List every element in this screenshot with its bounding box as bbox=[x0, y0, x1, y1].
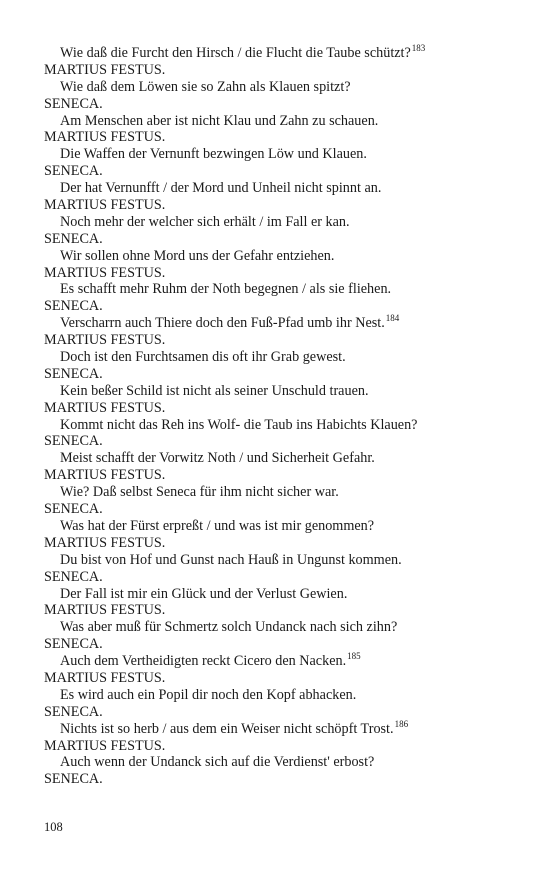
verse-text: Auch wenn der Undanck sich auf die Verdienst' erbost? bbox=[60, 754, 375, 771]
verse-text: Es wird auch ein Popil dir noch den Kopf abhacken. bbox=[60, 686, 357, 703]
speaker-label: SENECA. bbox=[44, 568, 103, 585]
speaker-label: SENECA. bbox=[44, 95, 103, 112]
speaker-name bbox=[44, 231, 514, 248]
speaker-name bbox=[44, 467, 514, 484]
verse-line bbox=[44, 586, 514, 603]
verse-text: Was hat der Fürst erpreßt / und was ist mir genommen? bbox=[60, 517, 375, 534]
verse-line bbox=[44, 79, 514, 96]
footnote-marker[interactable]: 186 bbox=[394, 718, 409, 729]
verse-line bbox=[44, 718, 514, 738]
verse-text: Die Waffen der Vernunft bezwingen Löw und Klauen. bbox=[60, 146, 367, 163]
speaker-label: SENECA. bbox=[44, 636, 103, 653]
verse-text: Wir sollen ohne Mord uns der Gefahr entziehen. bbox=[60, 247, 335, 264]
speaker-label: SENECA. bbox=[44, 433, 103, 450]
verse-line bbox=[44, 45, 514, 62]
verse-text: Kommt nicht das Reh ins Wolf- die Taub ins Habichts Klauen? bbox=[60, 416, 418, 433]
verse-text: Auch dem Vertheidigten reckt Cicero den Nacken. bbox=[60, 653, 347, 670]
dialogue-text bbox=[44, 45, 514, 788]
speaker-name bbox=[44, 602, 514, 619]
speaker-name bbox=[44, 129, 514, 146]
speaker-name bbox=[44, 298, 514, 315]
speaker-label: MARTIUS FESTUS. bbox=[44, 669, 166, 686]
verse-line bbox=[44, 113, 514, 130]
verse-text: Noch mehr der welcher sich erhält / im Fall er kan. bbox=[60, 213, 350, 230]
verse-line bbox=[44, 214, 514, 231]
verse-text: Wie daß die Furcht den Hirsch / die Flucht die Taube schützt? bbox=[60, 45, 411, 61]
speaker-label: MARTIUS FESTUS. bbox=[44, 197, 166, 214]
speaker-label: MARTIUS FESTUS. bbox=[44, 534, 166, 551]
verse-line bbox=[44, 653, 514, 670]
verse-text: Der Fall ist mir ein Glück und der Verlust Gewien. bbox=[60, 585, 348, 602]
speaker-label: SENECA. bbox=[44, 163, 103, 180]
speaker-label: MARTIUS FESTUS. bbox=[44, 602, 166, 619]
verse-line bbox=[44, 417, 514, 434]
verse-text: Wie daß dem Löwen sie so Zahn als Klauen spitzt? bbox=[60, 78, 351, 95]
speaker-name bbox=[44, 636, 514, 653]
verse-text: Nichts ist so herb / aus dem ein Weiser nicht schöpft Trost. bbox=[60, 720, 394, 737]
speaker-name bbox=[44, 62, 514, 79]
speaker-name bbox=[44, 197, 514, 214]
verse-text: Du bist von Hof und Gunst nach Hauß in Ungunst kommen. bbox=[60, 551, 402, 568]
speaker-name bbox=[44, 265, 514, 282]
verse-line bbox=[44, 281, 514, 298]
verse-line bbox=[44, 484, 514, 501]
verse-text: Meist schafft der Vorwitz Noth / und Sicherheit Gefahr. bbox=[60, 450, 375, 467]
speaker-name bbox=[44, 332, 514, 349]
footnote-marker[interactable]: 184 bbox=[385, 313, 400, 324]
verse-text: Wie? Daß selbst Seneca für ihm nicht sicher war. bbox=[60, 484, 339, 501]
speaker-label: MARTIUS FESTUS. bbox=[44, 129, 166, 146]
verse-text: Am Menschen aber ist nicht Klau und Zahn zu schauen. bbox=[60, 112, 379, 129]
speaker-name bbox=[44, 96, 514, 113]
speaker-label: MARTIUS FESTUS. bbox=[44, 467, 166, 484]
speaker-label: SENECA. bbox=[44, 501, 103, 518]
footnote-marker[interactable]: 185 bbox=[347, 651, 361, 662]
speaker-name bbox=[44, 704, 514, 721]
speaker-label: MARTIUS FESTUS. bbox=[44, 264, 166, 281]
verse-text: Verscharrn auch Thiere doch den Fuß-Pfad umb ihr Nest. bbox=[60, 315, 385, 332]
verse-line bbox=[44, 315, 514, 332]
verse-line bbox=[44, 450, 514, 467]
verse-line bbox=[44, 754, 514, 771]
footnote-marker[interactable]: 183 bbox=[411, 43, 426, 53]
verse-line bbox=[44, 687, 514, 704]
verse-line bbox=[44, 146, 514, 163]
speaker-label: MARTIUS FESTUS. bbox=[44, 332, 166, 349]
verse-line bbox=[44, 619, 514, 636]
speaker-name bbox=[44, 366, 514, 383]
page-number: 108 bbox=[44, 820, 63, 834]
speaker-label: MARTIUS FESTUS. bbox=[44, 61, 166, 78]
speaker-name bbox=[44, 433, 514, 450]
speaker-label: SENECA. bbox=[44, 365, 103, 382]
verse-line bbox=[44, 248, 514, 265]
speaker-label: SENECA. bbox=[44, 771, 103, 788]
verse-line bbox=[44, 349, 514, 366]
speaker-label: SENECA. bbox=[44, 703, 103, 720]
verse-text: Der hat Vernunfft / der Mord und Unheil nicht spinnt an. bbox=[60, 180, 382, 197]
verse-line bbox=[44, 180, 514, 197]
verse-text: Was aber muß für Schmertz solch Undanck nach sich zihn? bbox=[60, 619, 398, 636]
speaker-label: SENECA. bbox=[44, 298, 103, 315]
speaker-name bbox=[44, 670, 514, 687]
verse-text: Kein beßer Schild ist nicht als seiner Unschuld trauen. bbox=[60, 382, 369, 399]
speaker-name bbox=[44, 535, 514, 552]
speaker-label: SENECA. bbox=[44, 230, 103, 247]
verse-text: Doch ist den Furchtsamen dis oft ihr Grab gewest. bbox=[60, 349, 346, 366]
speaker-name bbox=[44, 771, 514, 788]
speaker-name bbox=[44, 400, 514, 417]
speaker-label: MARTIUS FESTUS. bbox=[44, 399, 166, 416]
speaker-name bbox=[44, 501, 514, 518]
verse-line bbox=[44, 383, 514, 400]
speaker-name bbox=[44, 569, 514, 586]
speaker-label: MARTIUS FESTUS. bbox=[44, 737, 166, 754]
verse-text: Es schafft mehr Ruhm der Noth begegnen / als sie fliehen. bbox=[60, 281, 392, 298]
speaker-name bbox=[44, 163, 514, 180]
verse-line bbox=[44, 552, 514, 569]
speaker-name bbox=[44, 738, 514, 755]
verse-line bbox=[44, 518, 514, 535]
